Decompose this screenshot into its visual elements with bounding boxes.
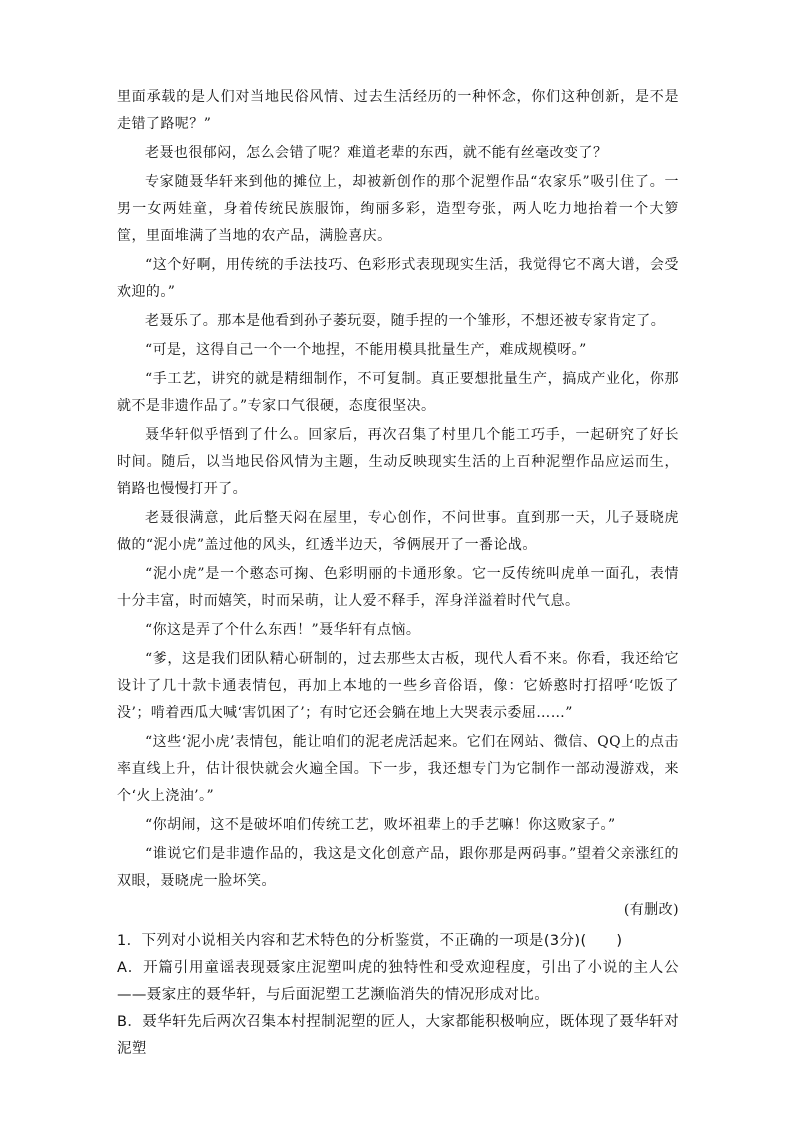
story-paragraph: 聂华轩似乎悟到了什么。回家后，再次召集了村里几个能工巧手，一起研究了好长时间。随后，以当地民俗风情为主题，生动反映现实生活的上百种泥塑作品应运而生，销路也慢慢打开了。 [117, 427, 679, 497]
story-paragraph: “这些‘泥小虎’表情包，能让咱们的泥老虎活起来。它们在网站、微信、QQ上的点击率直线上升，估计很快就会火遍全国。下一步，我还想专门为它制作一部动漫游戏，来个‘火上浇油’。” [117, 734, 679, 804]
story-paragraph: 专家随聂华轩来到他的摊位上，却被新创作的那个泥塑作品“农家乐”吸引住了。一男一女两娃童，身着传统民族服饰，绚丽多彩，造型夸张，两人吃力地抬着一个大箩筐，里面堆满了当地的农产品，满脸喜庆。 [117, 174, 679, 244]
story-paragraph: 里面承载的是人们对当地民俗风情、过去生活经历的一种怀念，你们这种创新，是不是走错了路呢？” [117, 89, 679, 132]
story-paragraph: “这个好啊，用传统的手法技巧、色彩形式表现现实生活，我觉得它不离大谱，会受欢迎的。” [117, 257, 679, 300]
story-paragraph: “可是，这得自己一个一个地捏，不能用模具批量生产，难成规模呀。” [145, 342, 587, 358]
story-paragraph: 老聂也很郁闷，怎么会错了呢？难道老辈的东西，就不能有丝毫改变了？ [145, 145, 608, 161]
story-paragraph: 老聂乐了。那本是他看到孙子萎玩耍，随手捏的一个雏形，不想还被专家肯定了。 [145, 313, 666, 329]
option-a: A．开篇引用童谣表现聂家庄泥塑叫虎的独特性和受欢迎程度，引出了小说的主人公——聂家庄的聂华轩，与后面泥塑工艺濒临消失的情况形成对比。 [117, 960, 679, 1003]
story-text [117, 84, 679, 924]
story-paragraph: 老聂很满意，此后整天闷在屋里，专心创作，不问世事。直到那一天，儿子聂晓虎做的“泥小虎”盖过他的风头，红透半边天，爷俩展开了一番论战。 [117, 510, 679, 553]
source-note: (有删改) [623, 902, 679, 918]
story-paragraph: “你这是弄了个什么东西！”聂华轩有点恼。 [145, 622, 421, 638]
story-paragraph: “泥小虎”是一个憨态可掬、色彩明丽的卡通形象。它一反传统叫虎单一面孔，表情十分丰富，时而嬉笑，时而呆萌，让人爱不释手，浑身洋溢着时代气息。 [117, 566, 679, 609]
question-section [117, 928, 679, 1063]
question-stem: 1．下列对小说相关内容和艺术特色的分析鉴赏，不正确的一项是(3分)( ) [117, 933, 623, 949]
story-paragraph: “爹，这是我们团队精心研制的，过去那些太古板，现代人看不来。你看，我还给它设计了几十款卡通表情包，再加上本地的一些乡音俗语，像：它娇憨时打招呼‘吃饭了没’；啃着西瓜大喊‘害饥困了’；有时它还会躺在地上大哭表示委屈……” [117, 651, 679, 721]
document-page [117, 84, 679, 1063]
story-paragraph: “手工艺，讲究的就是精细制作，不可复制。真正要想批量生产，搞成产业化，你那就不是非遗作品了。”专家口气很硬，态度很坚决。 [117, 371, 679, 414]
story-paragraph: “谁说它们是非遗作品的，我这是文化创意产品，跟你那是两码事。”望着父亲涨红的双眼，聂晓虎一脸坏笑。 [117, 846, 679, 889]
option-b: B．聂华轩先后两次召集本村捏制泥塑的匠人，大家都能积极响应，既体现了聂华轩对泥塑 [117, 1014, 679, 1057]
story-paragraph: “你胡闹，这不是破坏咱们传统工艺，败坏祖辈上的手艺嘛！你这败家子。” [145, 817, 616, 833]
